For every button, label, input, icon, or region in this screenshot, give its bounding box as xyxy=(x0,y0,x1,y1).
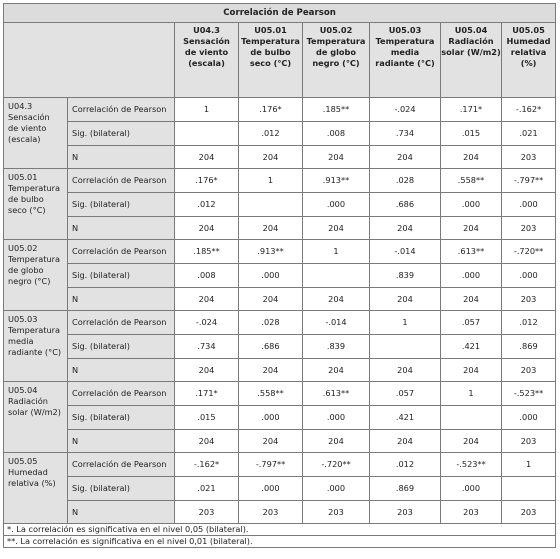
value-cell: .012 xyxy=(175,193,239,217)
value-cell: .558** xyxy=(239,382,303,406)
value-cell: .734 xyxy=(175,335,239,359)
correlation-table xyxy=(3,3,556,548)
value-cell xyxy=(441,406,502,430)
stat-label: Correlación de Pearson xyxy=(68,311,175,335)
value-cell: 204 xyxy=(441,288,502,311)
value-cell: .913** xyxy=(239,240,303,264)
value-cell: .000 xyxy=(303,477,370,501)
value-cell: -.720** xyxy=(303,453,370,477)
stat-label: Sig. (bilateral) xyxy=(68,477,175,501)
value-cell: 204 xyxy=(303,217,370,240)
value-cell: .421 xyxy=(370,406,441,430)
value-cell: 204 xyxy=(441,146,502,169)
stat-label: N xyxy=(68,359,175,382)
value-cell: .686 xyxy=(370,193,441,217)
value-cell: 204 xyxy=(175,217,239,240)
value-cell: .000 xyxy=(502,264,556,288)
value-cell: 203 xyxy=(502,146,556,169)
row-variable-label: U05.04 Radiación solar (W/m2) xyxy=(4,382,68,453)
value-cell: 1 xyxy=(175,98,239,122)
value-cell: 1 xyxy=(441,382,502,406)
table-row xyxy=(4,169,556,193)
table-row xyxy=(4,288,556,311)
table-row xyxy=(4,335,556,359)
value-cell: 204 xyxy=(370,430,441,453)
value-cell: .686 xyxy=(239,335,303,359)
row-variable-label: U04.3 Sensación de viento (escala) xyxy=(4,98,68,169)
footnote: **. La correlación es significativa en el nivel 0,01 (bilateral). xyxy=(4,536,556,548)
value-cell: .171* xyxy=(441,98,502,122)
value-cell: .613** xyxy=(441,240,502,264)
value-cell: -.720** xyxy=(502,240,556,264)
footnote: *. La correlación es significativa en el nivel 0,05 (bilateral). xyxy=(4,524,556,536)
row-variable-label: U05.02 Temperatura de globo negro (°C) xyxy=(4,240,68,311)
value-cell: 204 xyxy=(303,146,370,169)
value-cell: .000 xyxy=(441,264,502,288)
value-cell: 204 xyxy=(175,288,239,311)
value-cell: 203 xyxy=(370,501,441,524)
value-cell: .012 xyxy=(502,311,556,335)
value-cell: 203 xyxy=(175,501,239,524)
stat-label: Sig. (bilateral) xyxy=(68,193,175,217)
value-cell: .171* xyxy=(175,382,239,406)
value-cell: .008 xyxy=(303,122,370,146)
table-row xyxy=(4,382,556,406)
stat-label: N xyxy=(68,430,175,453)
stat-label: Correlación de Pearson xyxy=(68,98,175,122)
value-cell: .869 xyxy=(370,477,441,501)
value-cell: 1 xyxy=(303,240,370,264)
value-cell: -.797** xyxy=(239,453,303,477)
value-cell: .185** xyxy=(303,98,370,122)
column-header: U04.3 Sensación de viento (escala) xyxy=(175,23,239,98)
stat-label: Sig. (bilateral) xyxy=(68,406,175,430)
stat-label: Sig. (bilateral) xyxy=(68,264,175,288)
column-header: U05.02 Temperatura de globo negro (°C) xyxy=(303,23,370,98)
value-cell: -.014 xyxy=(303,311,370,335)
column-header: U05.05 Humedad relativa (%) xyxy=(502,23,556,98)
value-cell: 204 xyxy=(175,146,239,169)
stat-label: Correlación de Pearson xyxy=(68,169,175,193)
value-cell: 204 xyxy=(239,217,303,240)
column-header: U05.03 Temperatura media radiante (°C) xyxy=(370,23,441,98)
value-cell: .015 xyxy=(441,122,502,146)
table-row xyxy=(4,430,556,453)
value-cell: .913** xyxy=(303,169,370,193)
value-cell: .008 xyxy=(175,264,239,288)
value-cell: 204 xyxy=(175,359,239,382)
value-cell: .000 xyxy=(502,406,556,430)
value-cell: -.024 xyxy=(370,98,441,122)
value-cell: .734 xyxy=(370,122,441,146)
value-cell: .012 xyxy=(239,122,303,146)
table-row xyxy=(4,98,556,122)
table-row xyxy=(4,453,556,477)
value-cell: .613** xyxy=(303,382,370,406)
value-cell: 204 xyxy=(175,430,239,453)
table-row xyxy=(4,240,556,264)
value-cell: .028 xyxy=(239,311,303,335)
value-cell: 203 xyxy=(502,217,556,240)
value-cell: .176* xyxy=(175,169,239,193)
value-cell: .000 xyxy=(502,193,556,217)
value-cell: 1 xyxy=(239,169,303,193)
value-cell: -.024 xyxy=(175,311,239,335)
value-cell: -.797** xyxy=(502,169,556,193)
table-row xyxy=(4,146,556,169)
value-cell: 203 xyxy=(441,501,502,524)
value-cell: 1 xyxy=(370,311,441,335)
corner-cell xyxy=(4,23,175,98)
value-cell: 204 xyxy=(303,359,370,382)
stat-label: Correlación de Pearson xyxy=(68,453,175,477)
stat-label: N xyxy=(68,501,175,524)
table-row xyxy=(4,311,556,335)
stat-label: N xyxy=(68,146,175,169)
value-cell: .000 xyxy=(239,477,303,501)
value-cell: 1 xyxy=(502,453,556,477)
value-cell: -.162* xyxy=(502,98,556,122)
value-cell: 203 xyxy=(502,501,556,524)
stat-label: N xyxy=(68,288,175,311)
value-cell: 204 xyxy=(441,217,502,240)
value-cell: .869 xyxy=(502,335,556,359)
stat-label: Correlación de Pearson xyxy=(68,382,175,406)
value-cell: .057 xyxy=(441,311,502,335)
column-header: U05.04 Radiación solar (W/m2) xyxy=(441,23,502,98)
value-cell: -.523** xyxy=(441,453,502,477)
value-cell: 204 xyxy=(239,430,303,453)
table-row xyxy=(4,217,556,240)
value-cell: 204 xyxy=(303,430,370,453)
value-cell: -.014 xyxy=(370,240,441,264)
value-cell: .000 xyxy=(441,193,502,217)
value-cell: 203 xyxy=(502,288,556,311)
value-cell: 204 xyxy=(441,359,502,382)
value-cell: 203 xyxy=(502,430,556,453)
value-cell: .176* xyxy=(239,98,303,122)
value-cell: .185** xyxy=(175,240,239,264)
value-cell: .839 xyxy=(370,264,441,288)
value-cell: .057 xyxy=(370,382,441,406)
value-cell: 204 xyxy=(370,359,441,382)
value-cell: .028 xyxy=(370,169,441,193)
value-cell: .000 xyxy=(441,477,502,501)
value-cell: -.162* xyxy=(175,453,239,477)
value-cell: .000 xyxy=(239,406,303,430)
value-cell xyxy=(303,264,370,288)
value-cell: .021 xyxy=(175,477,239,501)
value-cell: 204 xyxy=(370,146,441,169)
stat-label: Sig. (bilateral) xyxy=(68,122,175,146)
value-cell xyxy=(239,193,303,217)
value-cell: -.523** xyxy=(502,382,556,406)
value-cell: 203 xyxy=(239,501,303,524)
value-cell: 203 xyxy=(303,501,370,524)
value-cell: 204 xyxy=(239,288,303,311)
row-variable-label: U05.03 Temperatura media radiante (°C) xyxy=(4,311,68,382)
value-cell: .012 xyxy=(370,453,441,477)
value-cell: 204 xyxy=(370,217,441,240)
value-cell: 203 xyxy=(502,359,556,382)
value-cell xyxy=(502,477,556,501)
value-cell: 204 xyxy=(370,288,441,311)
value-cell: .000 xyxy=(303,406,370,430)
value-cell: .015 xyxy=(175,406,239,430)
table-row xyxy=(4,501,556,524)
table-row xyxy=(4,359,556,382)
table-row xyxy=(4,264,556,288)
value-cell: .558** xyxy=(441,169,502,193)
value-cell: 204 xyxy=(239,146,303,169)
value-cell xyxy=(175,122,239,146)
stat-label: Correlación de Pearson xyxy=(68,240,175,264)
column-header: U05.01 Temperatura de bulbo seco (°C) xyxy=(239,23,303,98)
value-cell: .000 xyxy=(239,264,303,288)
stat-label: N xyxy=(68,217,175,240)
value-cell xyxy=(370,335,441,359)
value-cell: .421 xyxy=(441,335,502,359)
table-row xyxy=(4,193,556,217)
table-row xyxy=(4,406,556,430)
table-title: Correlación de Pearson xyxy=(4,4,556,23)
value-cell: 204 xyxy=(303,288,370,311)
value-cell: 204 xyxy=(239,359,303,382)
stat-label: Sig. (bilateral) xyxy=(68,335,175,359)
value-cell: 204 xyxy=(441,430,502,453)
table-row xyxy=(4,477,556,501)
value-cell: .839 xyxy=(303,335,370,359)
value-cell: .000 xyxy=(303,193,370,217)
row-variable-label: U05.05 Humedad relativa (%) xyxy=(4,453,68,524)
table-row xyxy=(4,122,556,146)
row-variable-label: U05.01 Temperatura de bulbo seco (°C) xyxy=(4,169,68,240)
value-cell: .021 xyxy=(502,122,556,146)
